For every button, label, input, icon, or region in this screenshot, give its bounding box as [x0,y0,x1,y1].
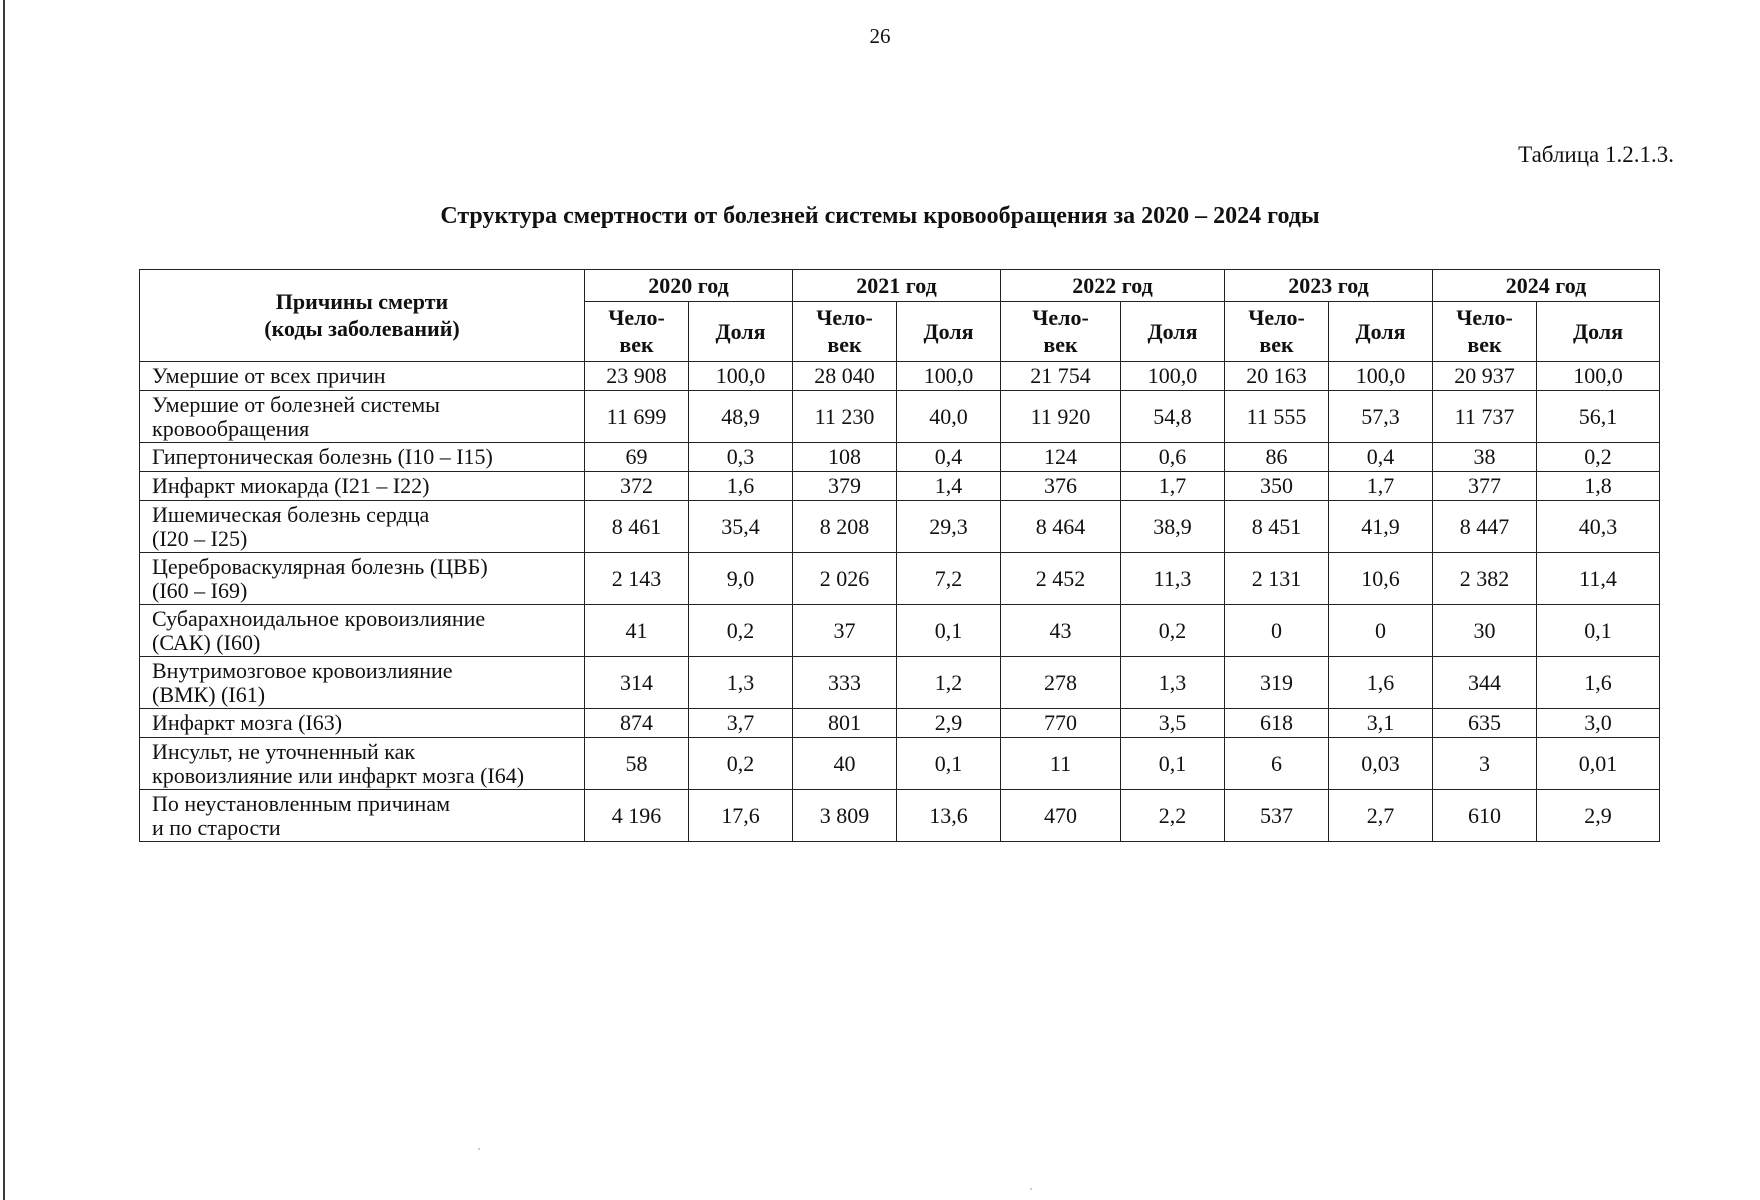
people-cell: 38 [1433,443,1537,472]
mortality-table [139,269,1660,842]
people-cell: 610 [1433,790,1537,842]
people-subheader [1001,302,1121,362]
people-cell: 333 [793,657,897,709]
cause-line: По неустановленным причинам [152,790,450,816]
table-row [140,657,1660,709]
people-cell: 470 [1001,790,1121,842]
table-row [140,391,1660,443]
share-cell: 1,6 [689,472,793,501]
share-cell: 56,1 [1537,391,1660,443]
people-cell: 319 [1225,657,1329,709]
table-title: Структура смертности от болезней системы кровообращения за 2020 – 2024 годы [440,203,1320,229]
people-cell: 11 920 [1001,391,1121,443]
share-cell: 0,1 [1121,738,1225,790]
people-cell: 8 464 [1001,501,1121,553]
cause-line: Инфаркт мозга (I63) [152,710,343,736]
share-cell: 1,2 [897,657,1001,709]
share-cell: 0,2 [1121,605,1225,657]
people-subheader [793,302,897,362]
people-cell: 344 [1433,657,1537,709]
share-cell: 7,2 [897,553,1001,605]
people-cell: 314 [585,657,689,709]
people-subheader-line1: Чело- [816,305,873,331]
people-subheader [1225,302,1329,362]
cause-cell [140,553,585,605]
people-cell: 6 [1225,738,1329,790]
people-cell: 58 [585,738,689,790]
share-cell: 1,7 [1329,472,1433,501]
cause-line: Внутримозговое кровоизлияние [152,657,453,683]
cause-line: Цереброваскулярная болезнь (ЦВБ) [152,553,488,579]
share-cell: 3,0 [1537,709,1660,738]
cause-cell [140,443,585,472]
people-cell: 11 230 [793,391,897,443]
share-cell: 2,2 [1121,790,1225,842]
share-cell: 0,1 [897,605,1001,657]
people-cell: 11 555 [1225,391,1329,443]
share-subheader: Доля [897,302,1001,362]
cause-line: кровоизлияние или инфаркт мозга (I64) [152,762,525,788]
people-cell: 43 [1001,605,1121,657]
people-subheader-line2: век [827,331,862,357]
cause-line: (САК) (I60) [152,629,261,655]
share-cell: 100,0 [1537,362,1660,391]
people-cell: 28 040 [793,362,897,391]
share-cell: 2,9 [897,709,1001,738]
share-subheader: Доля [1537,302,1660,362]
people-subheader [1433,302,1537,362]
people-subheader-line2: век [619,331,654,357]
cause-line: (ВМК) (I61) [152,681,266,707]
table-label: Таблица 1.2.1.3. [1518,142,1674,167]
people-cell: 21 754 [1001,362,1121,391]
people-cell: 124 [1001,443,1121,472]
share-cell: 3,5 [1121,709,1225,738]
cause-cell [140,472,585,501]
table-row [140,738,1660,790]
cause-line: Гипертоническая болезнь (I10 – I15) [152,444,493,470]
cause-header-line2: (коды заболеваний) [264,315,460,341]
people-cell: 20 937 [1433,362,1537,391]
people-cell: 86 [1225,443,1329,472]
scan-edge-line [3,0,5,1200]
people-cell: 618 [1225,709,1329,738]
people-subheader-line1: Чело- [1456,305,1513,331]
people-cell: 2 382 [1433,553,1537,605]
people-subheader-line2: век [1043,331,1078,357]
people-cell: 11 737 [1433,391,1537,443]
cause-line: кровообращения [152,415,310,441]
share-cell: 2,9 [1537,790,1660,842]
table-row [140,362,1660,391]
people-cell: 2 131 [1225,553,1329,605]
share-cell: 0,3 [689,443,793,472]
share-cell: 10,6 [1329,553,1433,605]
people-cell: 0 [1225,605,1329,657]
people-cell: 770 [1001,709,1121,738]
share-subheader: Доля [1329,302,1433,362]
share-cell: 0,01 [1537,738,1660,790]
people-subheader-line2: век [1259,331,1294,357]
people-subheader-line2: век [1467,331,1502,357]
share-cell: 13,6 [897,790,1001,842]
cause-cell [140,738,585,790]
people-cell: 69 [585,443,689,472]
people-cell: 37 [793,605,897,657]
cause-line: Умершие от всех причин [152,363,386,389]
people-cell: 8 461 [585,501,689,553]
cause-line: Инсульт, не уточненный как [152,738,416,764]
people-cell: 30 [1433,605,1537,657]
people-subheader-line1: Чело- [1032,305,1089,331]
share-cell: 38,9 [1121,501,1225,553]
page-number: 26 [869,24,891,48]
cause-header [140,270,585,362]
people-cell: 379 [793,472,897,501]
share-cell: 35,4 [689,501,793,553]
share-cell: 54,8 [1121,391,1225,443]
people-cell: 537 [1225,790,1329,842]
share-cell: 9,0 [689,553,793,605]
people-cell: 11 699 [585,391,689,443]
share-cell: 0,03 [1329,738,1433,790]
people-cell: 8 447 [1433,501,1537,553]
share-cell: 1,3 [689,657,793,709]
people-subheader-line1: Чело- [608,305,665,331]
people-cell: 8 208 [793,501,897,553]
people-cell: 41 [585,605,689,657]
cause-line: Ишемическая болезнь сердца [152,501,430,527]
share-cell: 100,0 [1329,362,1433,391]
share-cell: 11,3 [1121,553,1225,605]
people-cell: 635 [1433,709,1537,738]
share-cell: 2,7 [1329,790,1433,842]
cause-header-line1: Причины смерти [275,289,449,315]
people-cell: 3 809 [793,790,897,842]
people-cell: 377 [1433,472,1537,501]
table-row [140,501,1660,553]
share-cell: 0,1 [1537,605,1660,657]
share-cell: 0,2 [689,738,793,790]
people-cell: 372 [585,472,689,501]
year-header-row [140,270,1660,302]
year-header: 2024 год [1433,270,1660,302]
cause-line: (I60 – I69) [152,577,248,603]
people-cell: 11 [1001,738,1121,790]
table-row [140,709,1660,738]
people-cell: 20 163 [1225,362,1329,391]
year-header: 2021 год [793,270,1001,302]
scan-speck [1030,1188,1032,1190]
share-cell: 29,3 [897,501,1001,553]
share-cell: 0 [1329,605,1433,657]
table-row [140,443,1660,472]
people-cell: 874 [585,709,689,738]
cause-cell [140,501,585,553]
cause-cell [140,362,585,391]
cause-line: Субарахноидальное кровоизлияние [152,605,486,631]
share-cell: 17,6 [689,790,793,842]
cause-cell [140,790,585,842]
people-cell: 801 [793,709,897,738]
table-row [140,553,1660,605]
share-cell: 48,9 [689,391,793,443]
year-header: 2020 год [585,270,793,302]
table-row [140,790,1660,842]
people-cell: 376 [1001,472,1121,501]
share-cell: 3,1 [1329,709,1433,738]
share-cell: 40,3 [1537,501,1660,553]
share-cell: 41,9 [1329,501,1433,553]
year-header: 2022 год [1001,270,1225,302]
share-cell: 0,2 [689,605,793,657]
people-cell: 2 143 [585,553,689,605]
share-cell: 100,0 [1121,362,1225,391]
people-cell: 8 451 [1225,501,1329,553]
people-cell: 278 [1001,657,1121,709]
share-cell: 1,6 [1537,657,1660,709]
share-cell: 3,7 [689,709,793,738]
share-subheader: Доля [1121,302,1225,362]
share-cell: 1,8 [1537,472,1660,501]
share-cell: 11,4 [1537,553,1660,605]
cause-line: Инфаркт миокарда (I21 – I22) [152,473,430,499]
share-cell: 1,6 [1329,657,1433,709]
share-cell: 57,3 [1329,391,1433,443]
cause-cell [140,605,585,657]
share-cell: 1,3 [1121,657,1225,709]
share-subheader: Доля [689,302,793,362]
share-cell: 1,7 [1121,472,1225,501]
people-cell: 2 026 [793,553,897,605]
cause-cell [140,391,585,443]
cause-line: и по старости [152,814,281,840]
people-subheader [585,302,689,362]
people-cell: 108 [793,443,897,472]
people-cell: 3 [1433,738,1537,790]
share-cell: 0,4 [1329,443,1433,472]
share-cell: 0,2 [1537,443,1660,472]
people-subheader-line1: Чело- [1248,305,1305,331]
cause-line: Умершие от болезней системы [152,391,440,417]
share-cell: 0,6 [1121,443,1225,472]
cause-line: (I20 – I25) [152,525,248,551]
share-cell: 100,0 [897,362,1001,391]
people-cell: 2 452 [1001,553,1121,605]
cause-cell [140,709,585,738]
share-cell: 0,4 [897,443,1001,472]
year-header: 2023 год [1225,270,1433,302]
people-cell: 40 [793,738,897,790]
share-cell: 100,0 [689,362,793,391]
scan-speck [478,1148,480,1150]
share-cell: 0,1 [897,738,1001,790]
people-cell: 350 [1225,472,1329,501]
share-cell: 40,0 [897,391,1001,443]
table-row [140,472,1660,501]
people-cell: 4 196 [585,790,689,842]
table-body [140,362,1660,842]
table-row [140,605,1660,657]
people-cell: 23 908 [585,362,689,391]
cause-cell [140,657,585,709]
share-cell: 1,4 [897,472,1001,501]
